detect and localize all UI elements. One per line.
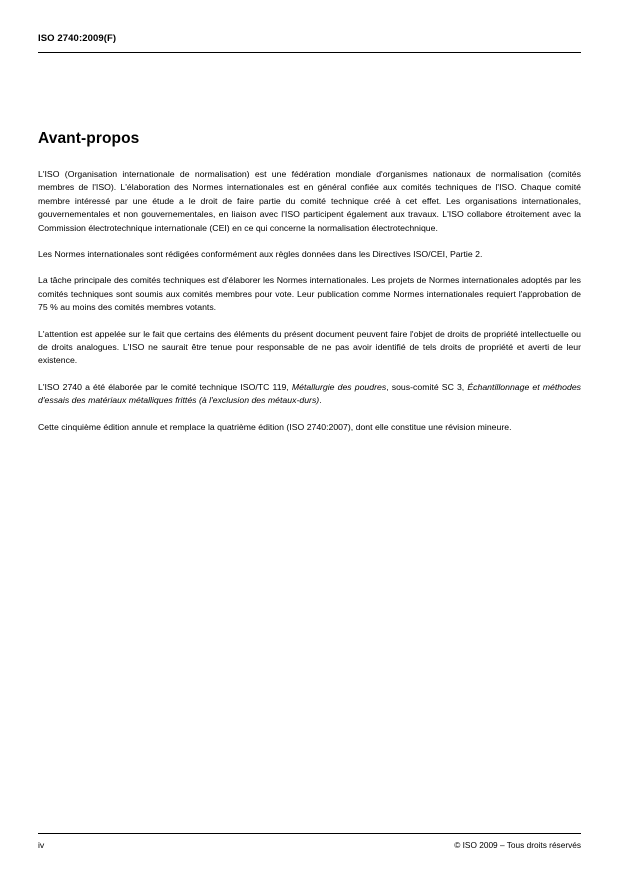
paragraph-list [38, 168, 581, 434]
italic-run: Métallurgie des poudres [291, 381, 387, 392]
paragraph [38, 274, 581, 314]
paragraph [38, 168, 581, 235]
document-body [38, 130, 581, 434]
paragraph [38, 421, 581, 434]
paragraph [38, 381, 581, 408]
text-run: L'ISO (Organisation internationale de normalisation) est une fédération mondiale d'organismes nationaux de normalisation (comités membres de l'ISO). L'élaboration des Normes internationales est en général confiée aux comités techniques de l'ISO. Chaque comité membre intéressé par une étude a le droit de faire partie du comité technique créé à cet effet. Les organisations internationales, gouvernementales et non gouvernementales, en liaison avec l'ISO participent également aux travaux. L'ISO collabore étroitement avec la Commission électrotechnique internationale (CEI) en ce qui concerne la normalisation électrotechnique. [38, 169, 581, 233]
text-run: Cette cinquième édition annule et remplace la quatrième édition (ISO 2740:2007), dont elle constitue une révision mineure. [38, 421, 512, 432]
paragraph [38, 248, 581, 261]
text-run: L'ISO 2740 a été élaborée par le comité technique ISO/TC 119, [38, 381, 292, 392]
page-title: Avant-propos [38, 130, 140, 147]
header-divider [38, 52, 581, 53]
text-run: . [319, 395, 322, 406]
text-run: , sous-comité SC 3, [386, 381, 468, 392]
document-header-id: ISO 2740:2009(F) [38, 33, 117, 44]
text-run: Les Normes internationales sont rédigées conformément aux règles données dans les Directives ISO/CEI, Partie 2. [38, 249, 483, 260]
footer-divider [38, 833, 581, 834]
italic-run: Échantillonnage et méthodes d'essais des matériaux métalliques frittés (à l'exclusion des métaux-durs) [38, 381, 582, 406]
copyright-notice: © ISO 2009 – Tous droits réservés [454, 840, 581, 850]
text-run: L'attention est appelée sur le fait que certains des éléments du présent document peuvent faire l'objet de droits de propriété intellectuelle ou de droits analogues. L'ISO ne saurait être tenue pour responsable de ne pas avoir identifié de tels droits de propriété et averti de leur existence. [38, 328, 581, 366]
paragraph [38, 328, 581, 368]
page-number: iv [38, 840, 45, 850]
text-run: La tâche principale des comités techniques est d'élaborer les Normes internationales. Les projets de Normes internationales adoptés par les comités techniques sont soumis aux comités membres pour vote. Leur publication comme Normes internationales requiert l'approbation de 75 % au moins des comités membres votants. [38, 275, 581, 313]
